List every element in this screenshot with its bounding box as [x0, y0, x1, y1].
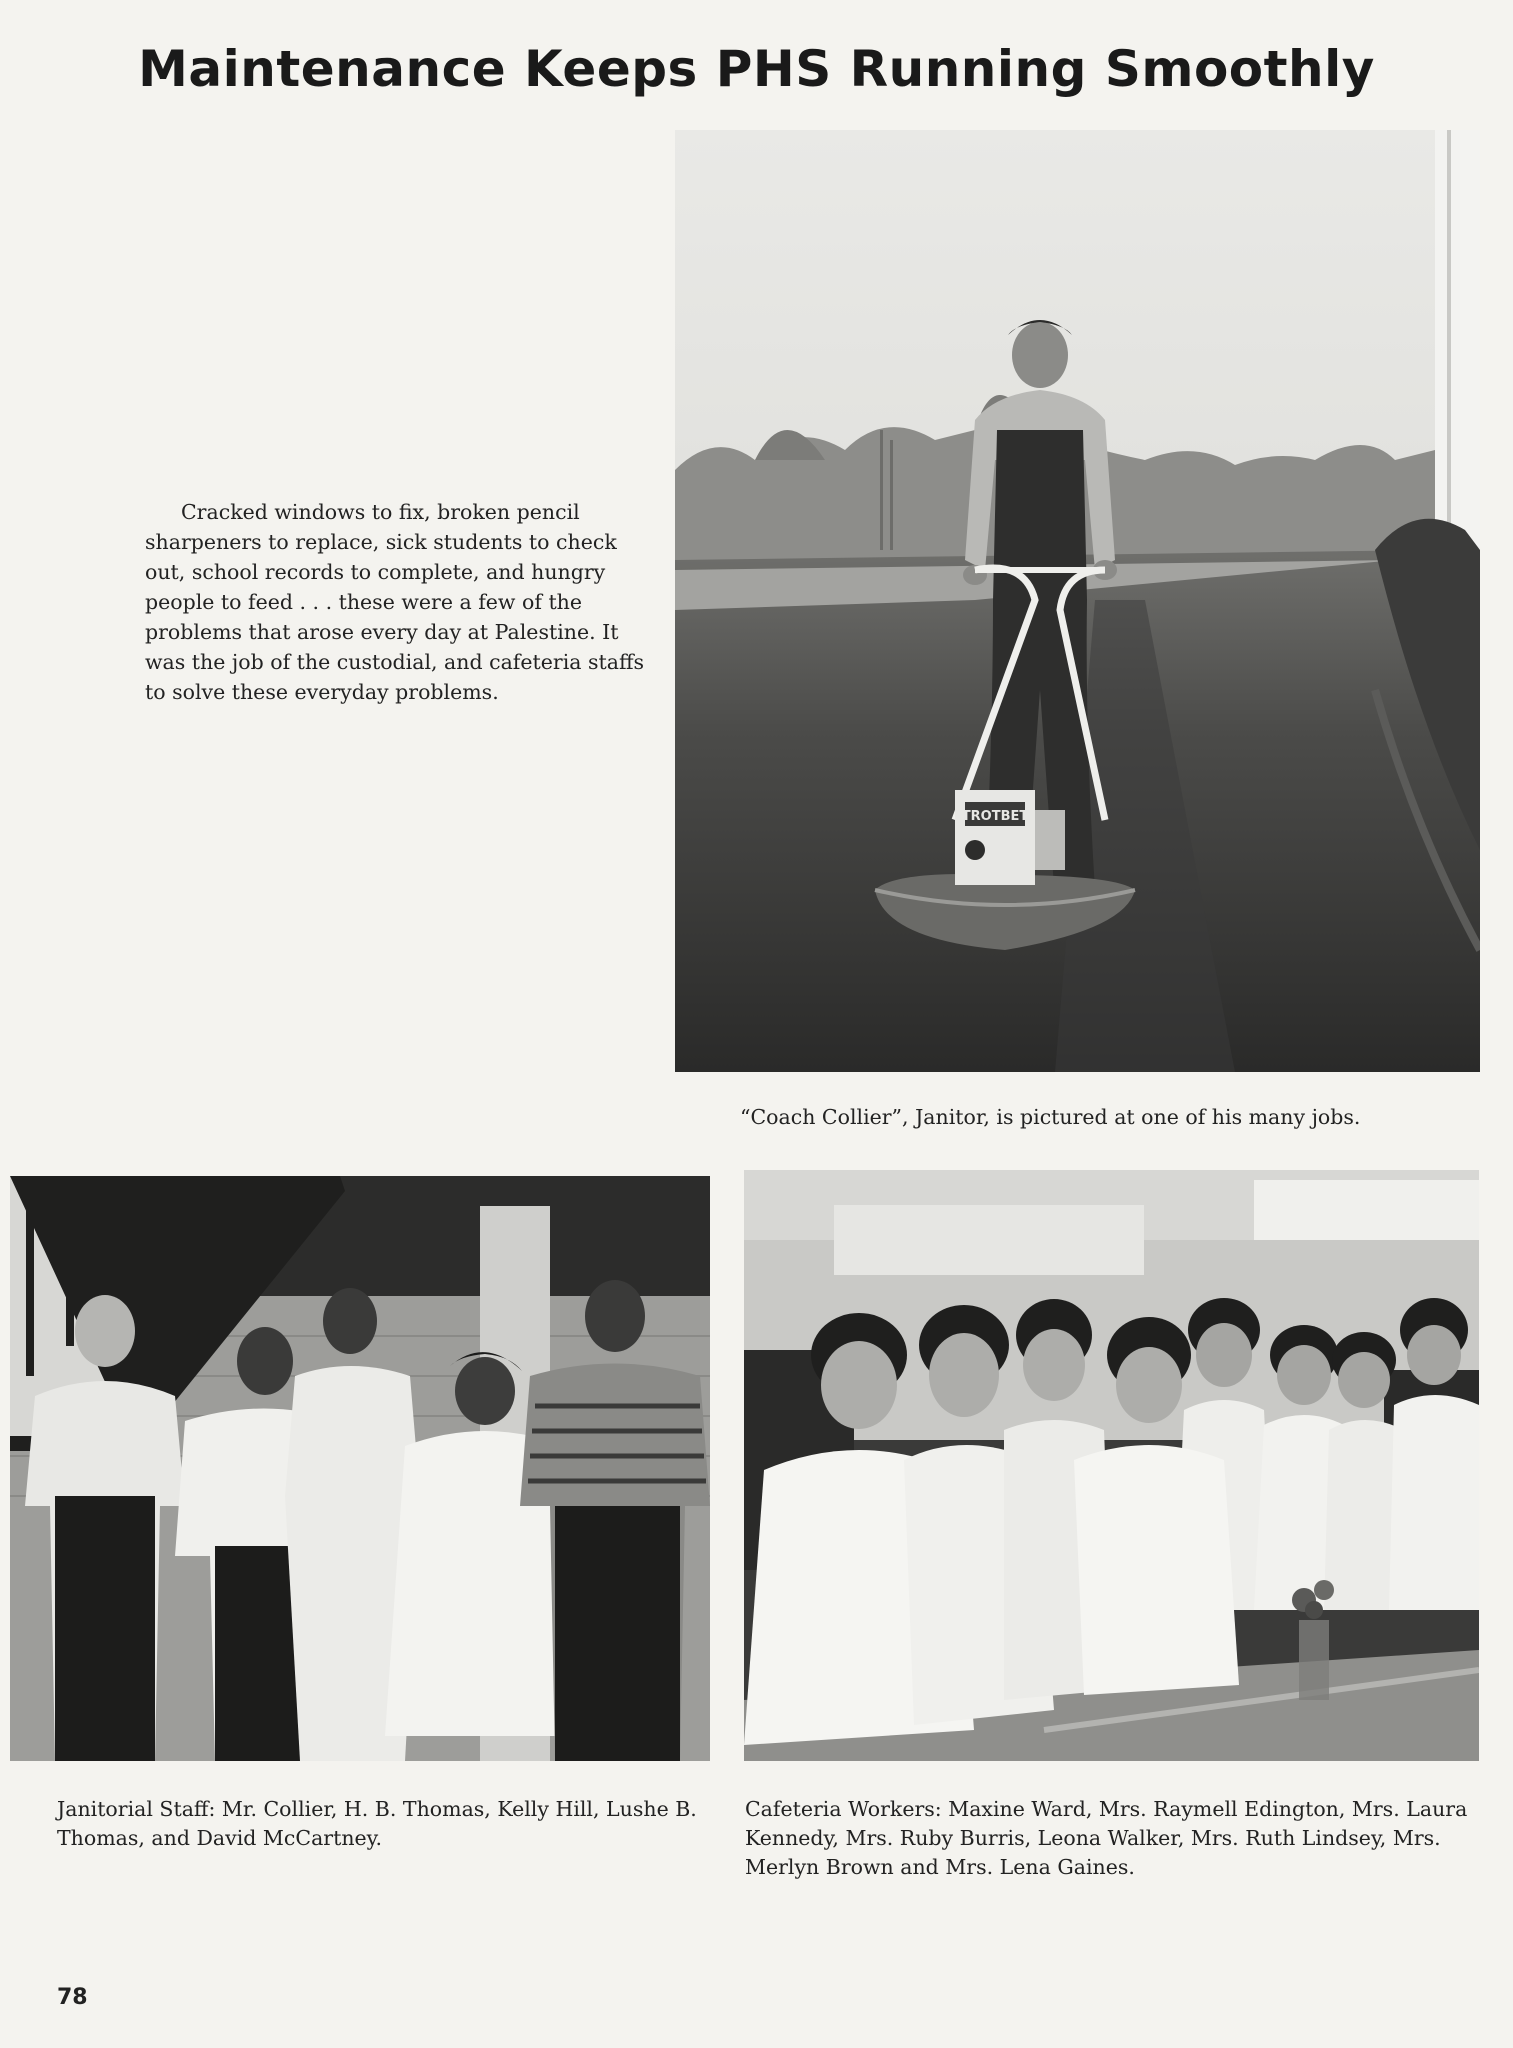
mower-caption: “Coach Collier”, Janitor, is pictured at one of his many jobs.: [740, 1105, 1361, 1129]
mower-photo-illustration: [675, 130, 1480, 1072]
page-title: Maintenance Keeps PHS Running Smoothly: [138, 40, 1375, 98]
mower-photo: [675, 130, 1480, 1072]
cafeteria-workers-caption: Cafeteria Workers: Maxine Ward, Mrs. Raymell Edington, Mrs. Laura Kennedy, Mrs. Ruby Burris, Leona Walker, Mrs. Ruth Lindsey, Mrs. Merlyn Brown and Mrs. Lena Gaines.: [745, 1797, 1468, 1879]
janitorial-staff-caption: Janitorial Staff: Mr. Collier, H. B. Thomas, Kelly Hill, Lushe B. Thomas, and David McCartney.: [57, 1797, 697, 1850]
janitorial-staff-photo: [10, 1176, 710, 1761]
intro-paragraph: Cracked windows to fix, broken pencil sharpeners to replace, sick students to check out, school records to complete, and hungry people to feed . . . these were a few of the problems that arose every day at Palestine. It was the job of the custodial, and cafeteria staffs to solve these everyday problems.: [145, 500, 645, 704]
page-number: 78: [57, 1985, 88, 2010]
cafeteria-workers-photo: [744, 1170, 1479, 1761]
cafeteria-workers-illustration: [744, 1170, 1479, 1761]
mower-brand-label: TROTBET: [961, 809, 1029, 824]
janitorial-staff-illustration: [10, 1176, 710, 1761]
